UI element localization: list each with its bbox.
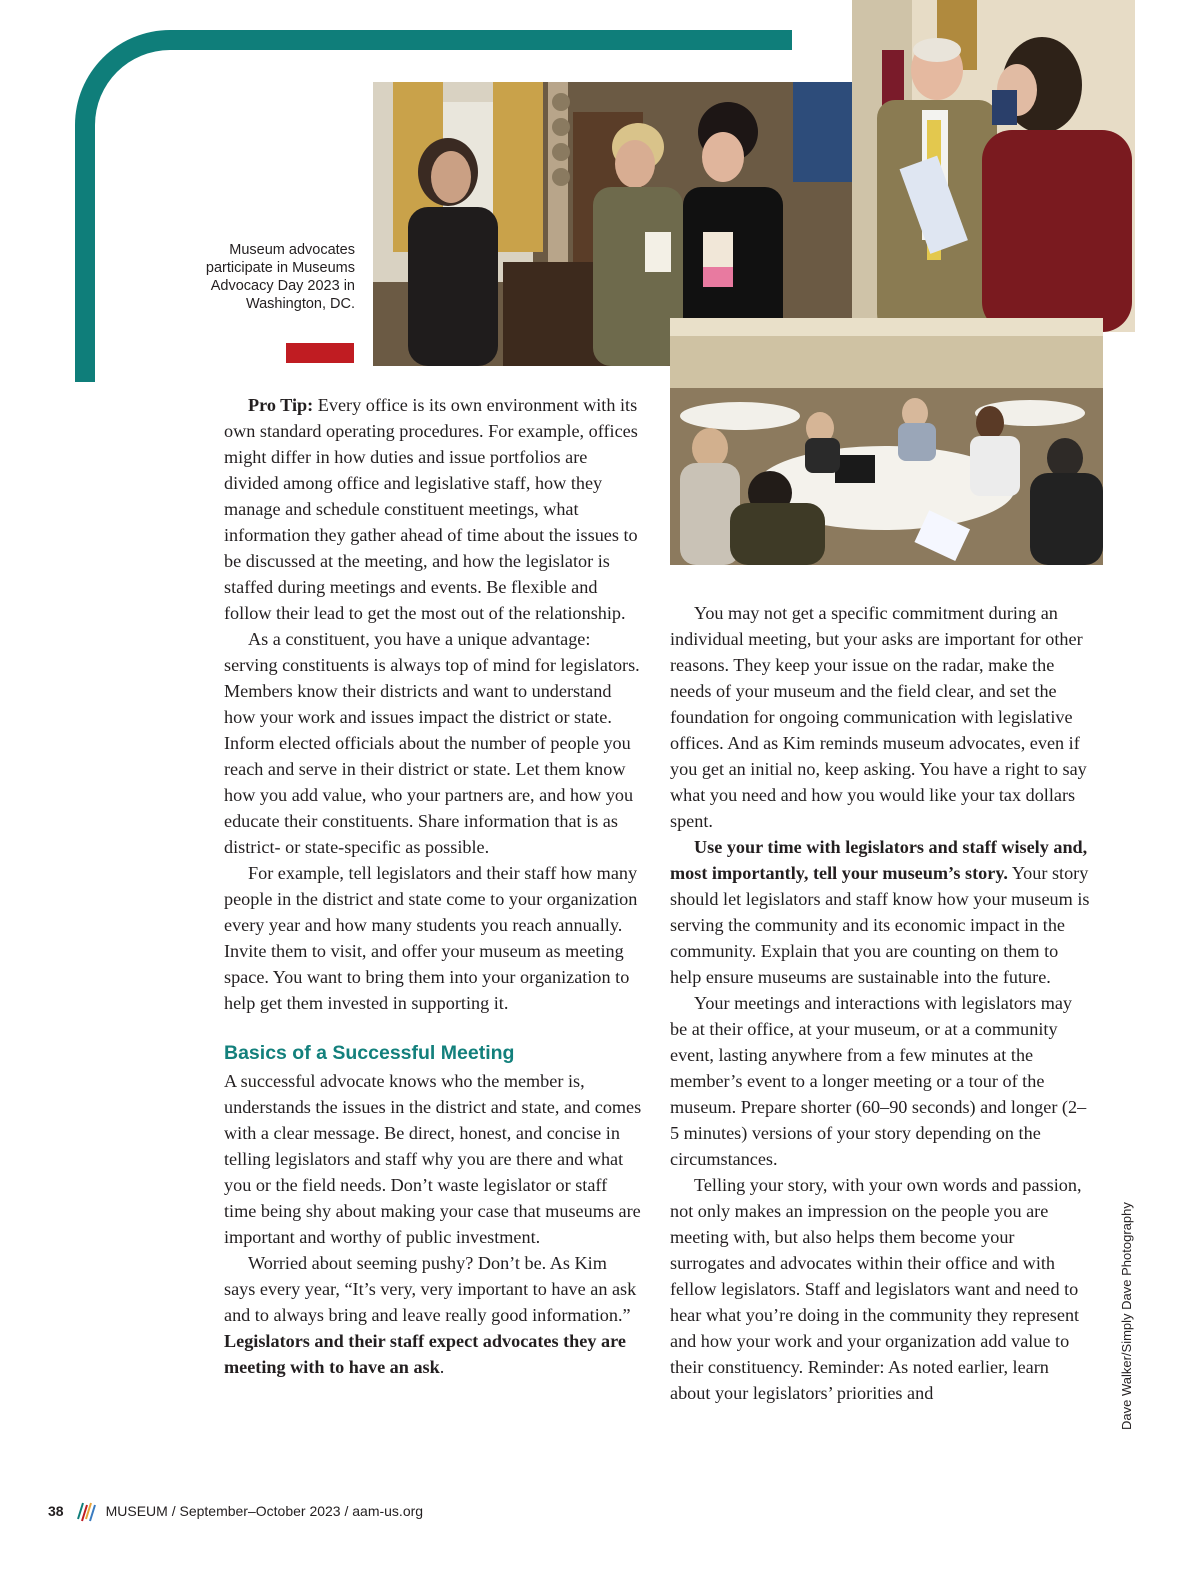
article-column-left — [224, 392, 642, 1380]
photo-conference-room — [670, 318, 1103, 565]
pro-tip-text: Every office is its own environment with its own standard operating procedures. For example, offices might differ in how duties and issue portfolios are divided among office and legislative staff, how they manage and schedule constituent meetings, what information they gather ahead of time about the issues to be discussed at the meeting, and how the legislator is staffed during meetings and events. Be flexible and follow their lead to get the most out of the relationship. — [224, 395, 638, 623]
paragraph: As a constituent, you have a unique advantage: serving constituents is always top of mind for legislators. Members know their districts and want to understand how your work and issues impact the district or state. Inform elected officials about the number of people you reach and serve in their district or state. Let them know how you add value, who your partners are, and how you educate their constituents. Share information that is as district- or state-specific as possible. — [224, 629, 640, 857]
paragraph-bold-text: Use your time with legislators and staff wisely and, most importantly, tell your museum’s story. — [670, 837, 1088, 883]
publication-name: MUSEUM — [105, 1503, 168, 1519]
paragraph — [224, 1250, 642, 1380]
paragraph-pro-tip — [224, 392, 642, 626]
paragraph: A successful advocate knows who the member is, understands the issues in the district and state, and comes with a clear message. Be direct, honest, and concise in telling legislators and staff why you are there and what you or the field needs. Don’t waste legislator or staff time being shy about making your case that museums are important and worthy of public investment. — [224, 1071, 642, 1247]
photo-caption: Museum advocates participate in Museums Advocacy Day 2023 in Washington, DC. — [205, 242, 355, 312]
photo-credit: Dave Walker/Simply Dave Photography — [1119, 1202, 1134, 1430]
paragraph-text: Worried about seeming pushy? Don’t be. As Kim says every year, “It’s very, very important to have an ask and to always bring and leave really good information.” — [224, 1253, 637, 1325]
page-footer — [48, 1500, 423, 1522]
paragraph: For example, tell legislators and their staff how many people in the district and state come to your organization every year and how many students you reach annually. Invite them to visit, and offer your museum as meeting space. You want to bring them into your organization to help get them invested in supporting it. — [224, 863, 638, 1013]
aam-logo-icon — [74, 1499, 98, 1523]
paragraph-bold-text: Legislators and their staff expect advocates they are meeting with to have an ask — [224, 1331, 626, 1377]
section-heading: Basics of a Successful Meeting — [224, 1042, 515, 1064]
article-column-right — [670, 600, 1092, 1406]
page-number: 38 — [48, 1503, 64, 1519]
pro-tip-label: Pro Tip: — [248, 395, 314, 415]
paragraph-text: Your story should let legislators and staff know how your museum is serving the community and its economic impact in the community. Explain that you are counting on them to help ensure museums are sustainable into the future. — [670, 863, 1090, 987]
photo-advocates-talking — [852, 0, 1135, 332]
paragraph: Your meetings and interactions with legislators may be at their office, at your museum, or at a community event, lasting anywhere from a few minutes at the member’s event to a longer meeting or a tour of the museum. Prepare shorter (60–90 seconds) and longer (2–5 minutes) versions of your story depending on the circumstances. — [670, 993, 1087, 1169]
issue-info: / September–October 2023 / aam-us.org — [167, 1503, 424, 1519]
teal-frame-bar — [175, 30, 792, 50]
teal-frame-arc — [75, 30, 275, 382]
paragraph: Telling your story, with your own words and passion, not only makes an impression on the people you are meeting with, but also helps them become your surrogates and advocates within their office and with fellow legislators. Staff and legislators want and need to hear what you’re doing in the community they represent and how your work and your organization add value to their constituency. Reminder: As noted earlier, learn about your legislators’ priorities and — [670, 1175, 1082, 1403]
paragraph: You may not get a specific commitment during an individual meeting, but your asks are important for other reasons. They keep your issue on the radar, make the needs of your museum and the field clear, and set the foundation for ongoing communication with legislative offices. And as Kim reminds museum advocates, even if you get an initial no, keep asking. You have a right to say what you need and how you would like your tax dollars spent. — [670, 603, 1087, 831]
paragraph-end: . — [439, 1357, 445, 1377]
paragraph — [670, 834, 1092, 990]
red-accent-block — [286, 343, 354, 363]
